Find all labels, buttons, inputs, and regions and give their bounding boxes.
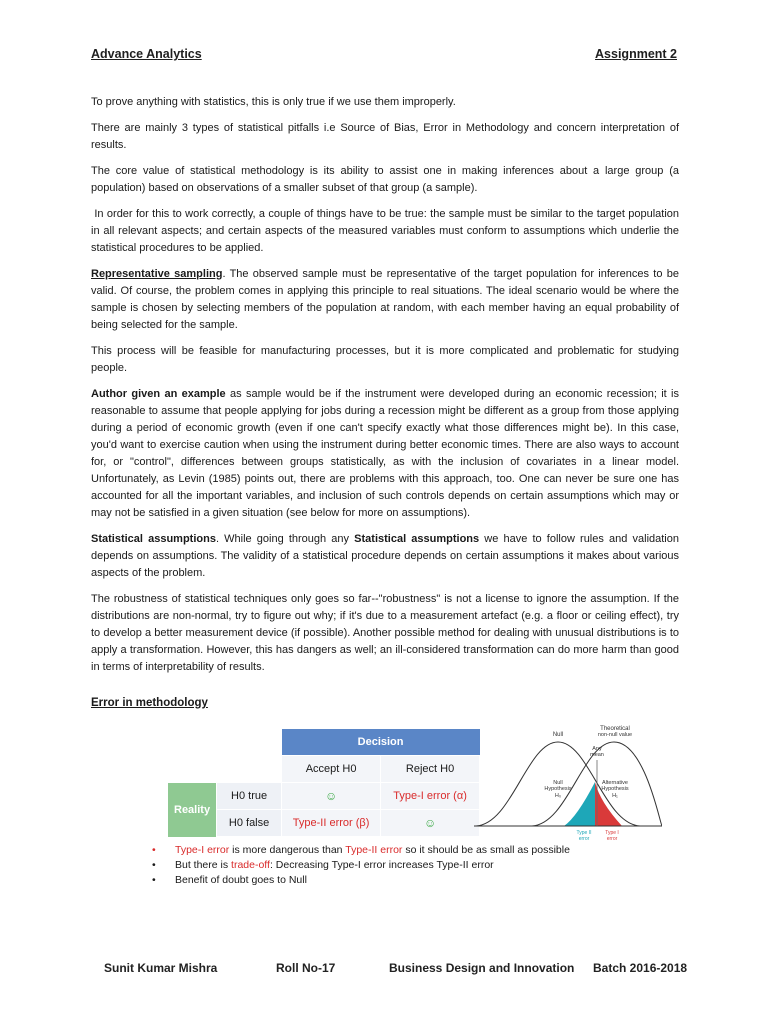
paragraph: To prove anything with statistics, this is only true if we use them improperly. (91, 96, 456, 108)
type2-error-cell: Type-II error (β) (282, 810, 381, 837)
statistical-assumptions-heading: Statistical assumptions (91, 533, 216, 545)
paragraph: The core value of statistical methodology is its ability to assist one in making inferences about a large group (a population) based on observations of a smaller subset of that group (a sample). (91, 165, 679, 194)
smile-icon: ☺ (381, 810, 480, 837)
list-item: • Type-I error is more dangerous than Type-II error so it should be as small as possible (152, 844, 570, 856)
null-hypothesis-label-2: Hypothesis (544, 786, 572, 792)
type1-error-label-2: error (606, 836, 618, 842)
h0-false-label: H0 false (217, 810, 282, 837)
null-label: Null (552, 732, 564, 738)
decision-table (168, 729, 480, 837)
alternative-hypothesis-label-2: Hypothesis (601, 786, 629, 792)
bullet-marker: • (152, 844, 156, 856)
smile-icon: ☺ (282, 783, 381, 810)
null-hypothesis-label: Null (553, 780, 563, 786)
alternative-hypothesis-label-3: H₁ (612, 793, 618, 799)
error-bullets (152, 843, 570, 888)
paragraph: This process will be feasible for manufacturing processes, but it is more complicated and problematic for studying people. (91, 345, 679, 374)
footer-author: Sunit Kumar Mishra (104, 961, 218, 975)
representative-sampling-heading: Representative sampling (91, 268, 223, 280)
paragraph (91, 531, 679, 582)
paragraph: There are mainly 3 types of statistical pitfalls i.e Source of Bias, Error in Methodology and concern interpretation of results. (91, 122, 679, 151)
author-example-heading: Author given an example (91, 388, 226, 400)
type1-error-label: Type I (605, 830, 619, 836)
paragraph-text: . While going through any (215, 533, 355, 545)
accept-h0-header: Accept H0 (282, 756, 381, 783)
paragraph-text: we have to follow rules and validation depends on assumptions. The validity of a statistical procedure depends on certain assumptions it makes about various aspects of the problem. (91, 533, 679, 579)
paragraph: In order for this to work correctly, a couple of things have to be true: the sample must be similar to the target population in all relevant aspects; and certain aspects of the measured variables must conform to assumptions which underlie the statistical procedures to be applied. (91, 208, 683, 254)
theoretical-label-2: non-null value (597, 732, 633, 738)
hypothesis-distribution-figure (472, 722, 662, 842)
reject-h0-header: Reject H0 (381, 756, 480, 783)
theoretical-label: Theoretical (600, 726, 630, 732)
list-item: • But there is trade-off: Decreasing Type-I error increases Type-II error (152, 859, 494, 871)
bullet-marker: • (152, 874, 156, 886)
type2-error-label: Type II (576, 830, 592, 836)
bullet-marker: • (152, 859, 156, 871)
header-assignment-label: Assignment 2 (595, 47, 677, 61)
reality-label: Reality (168, 783, 217, 837)
footer-program: Business Design and Innovation (389, 961, 575, 975)
list-item: • Benefit of doubt goes to Null (152, 874, 307, 886)
body-text (91, 94, 683, 685)
paragraph-text: as sample would be if the instrument were developed during an economic recession; it is reasonable to assume that people applying for jobs during a recession might be different as a group from those applying during a period of economic growth (even if one can't specify exactly what those differences might be). In this case, you'd want to exercise caution when using the instrument during better economic times. There are also ways to account for, or "control", differences between groups statistically, as with the inclusion of covariates in a linear model. Unfortunately, as Levin (1985) points out, there are problems with this approach, too. One can never be sure one has accounted for all the important variables, and inclusion of such controls depends on certain assumptions which may or may not be satisfied in a given situation (see below for more on assumptions). (91, 388, 679, 519)
paragraph: The robustness of statistical techniques only goes so far--"robustness" is not a license to ignore the assumption. If the distributions are non-normal, try to figure out why; if it's due to a measurement artefact (e.g. a floor or ceiling effect), try to develop a better measurement device (if possible). Another possible method for dealing with unusual distributions is to apply a transformation. However, this has dangers as well; an ill-considered transformation can do more harm than good in terms of interpretability of results. (91, 593, 679, 673)
paragraph (91, 386, 679, 522)
statistical-assumptions-bold: Statistical assumptions (354, 533, 480, 545)
footer-roll: Roll No-17 (276, 961, 336, 975)
header-course-title: Advance Analytics (91, 47, 202, 61)
type1-error-cell: Type-I error (α) (381, 783, 480, 810)
null-hypothesis-label-3: H₀ (554, 793, 562, 799)
paragraph-text: . The observed sample must be representative of the target population for inferences to be valid. Of course, the problem comes in applying this principle to real situations. The ideal scenario would be where the sample is chosen by selecting members of the population at random, with each member having an equal probability of being selected for the sample. (91, 268, 679, 331)
type2-error-label-2: error (578, 836, 590, 842)
decision-header: Decision (282, 729, 480, 756)
paragraph (91, 266, 679, 334)
any-mean-label: Any (592, 746, 602, 752)
h0-true-label: H0 true (217, 783, 282, 810)
any-mean-label-2: mean (590, 752, 604, 758)
footer-batch: Batch 2016-2018 (593, 961, 688, 975)
alternative-hypothesis-label: Alternative (602, 780, 628, 786)
error-in-methodology-heading: Error in methodology (91, 697, 208, 709)
